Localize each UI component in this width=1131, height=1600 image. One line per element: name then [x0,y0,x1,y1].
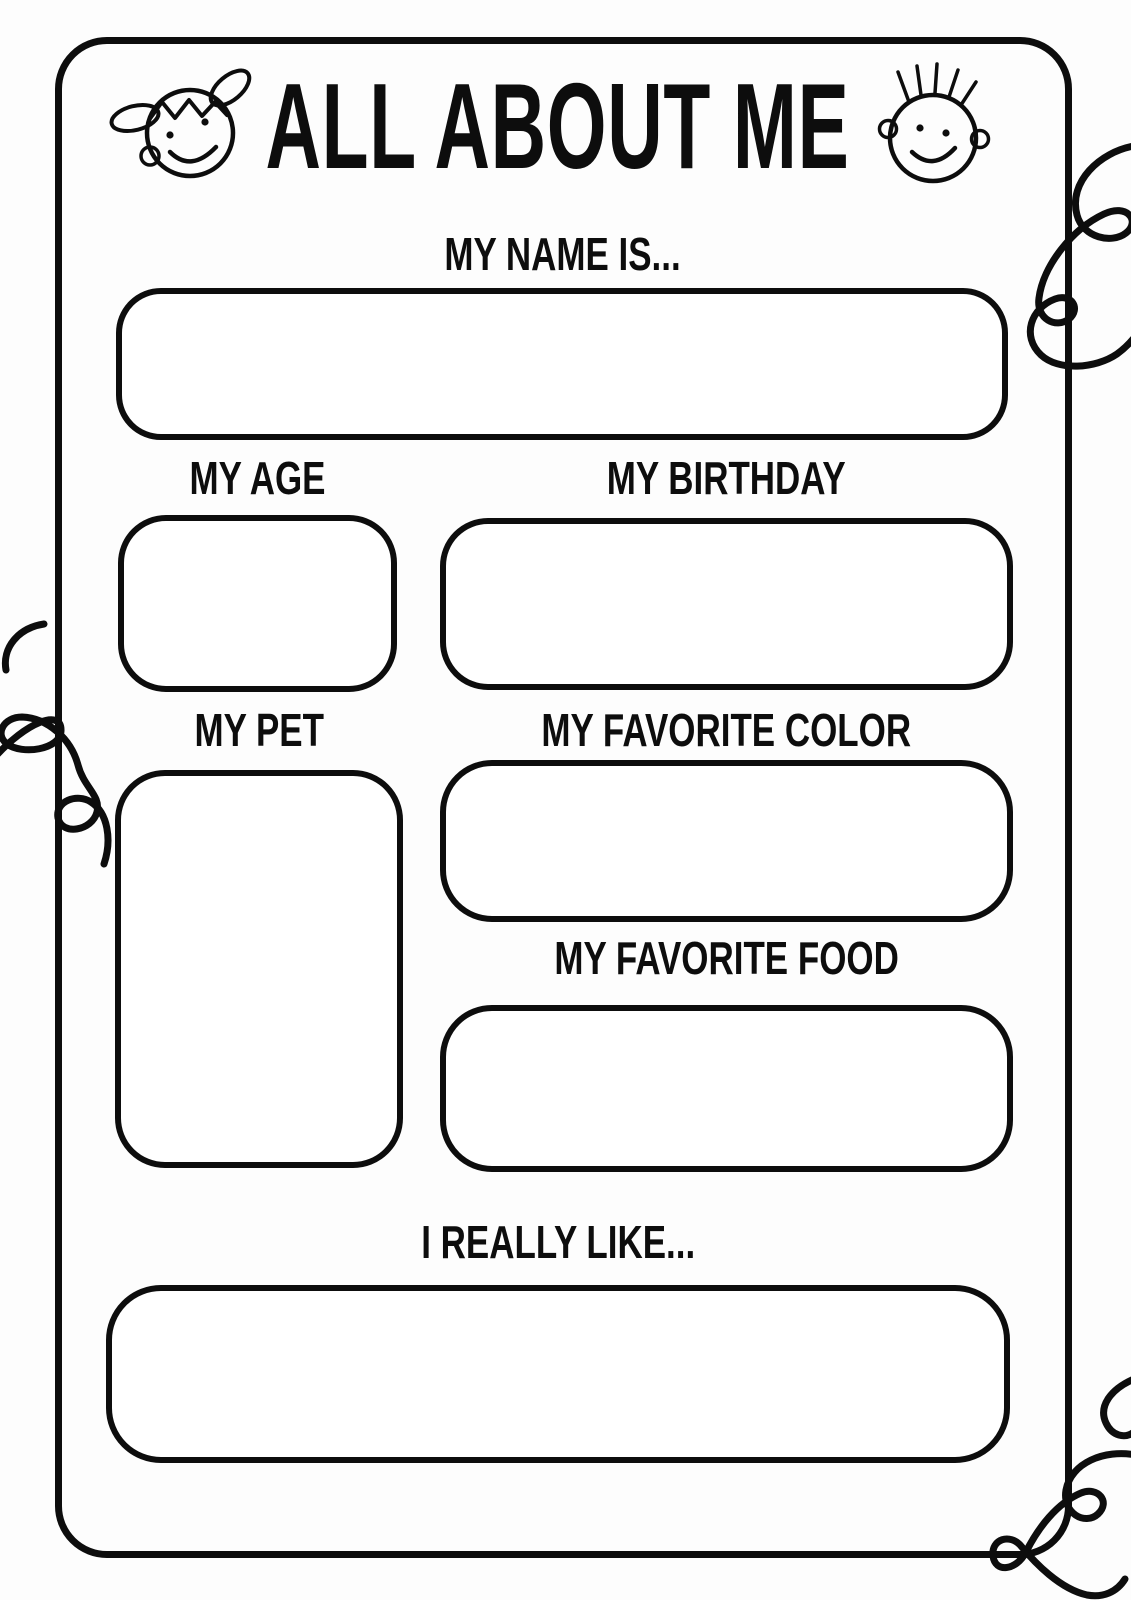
writebox-my-pet[interactable] [115,770,403,1168]
writebox-my-birthday[interactable] [440,518,1013,690]
writebox-my-favorite-color[interactable] [440,760,1013,922]
writebox-my-name-is[interactable] [116,288,1008,440]
field-label-my-favorite-food: MY FAVORITE FOOD [554,932,899,984]
writebox-my-favorite-food[interactable] [440,1005,1013,1172]
field-label-my-name-is: MY NAME IS... [443,228,681,280]
page-title [227,58,887,194]
field-label-i-really-like: I REALLY LIKE... [421,1216,695,1268]
boy-face-icon [862,60,1007,190]
writebox-my-age[interactable] [118,515,397,692]
loop-squiggle-right-hook-icon [1104,1379,1131,1436]
field-label-my-favorite-color: MY FAVORITE COLOR [541,704,912,756]
field-label-my-pet: MY PET [194,704,324,756]
page-title-text: ALL ABOUT ME [265,58,849,194]
field-label-my-age: MY AGE [189,452,326,504]
field-label-my-birthday: MY BIRTHDAY [607,452,846,504]
writebox-i-really-like[interactable] [106,1285,1010,1463]
loop-squiggle-left-small-arc-icon [5,624,44,670]
